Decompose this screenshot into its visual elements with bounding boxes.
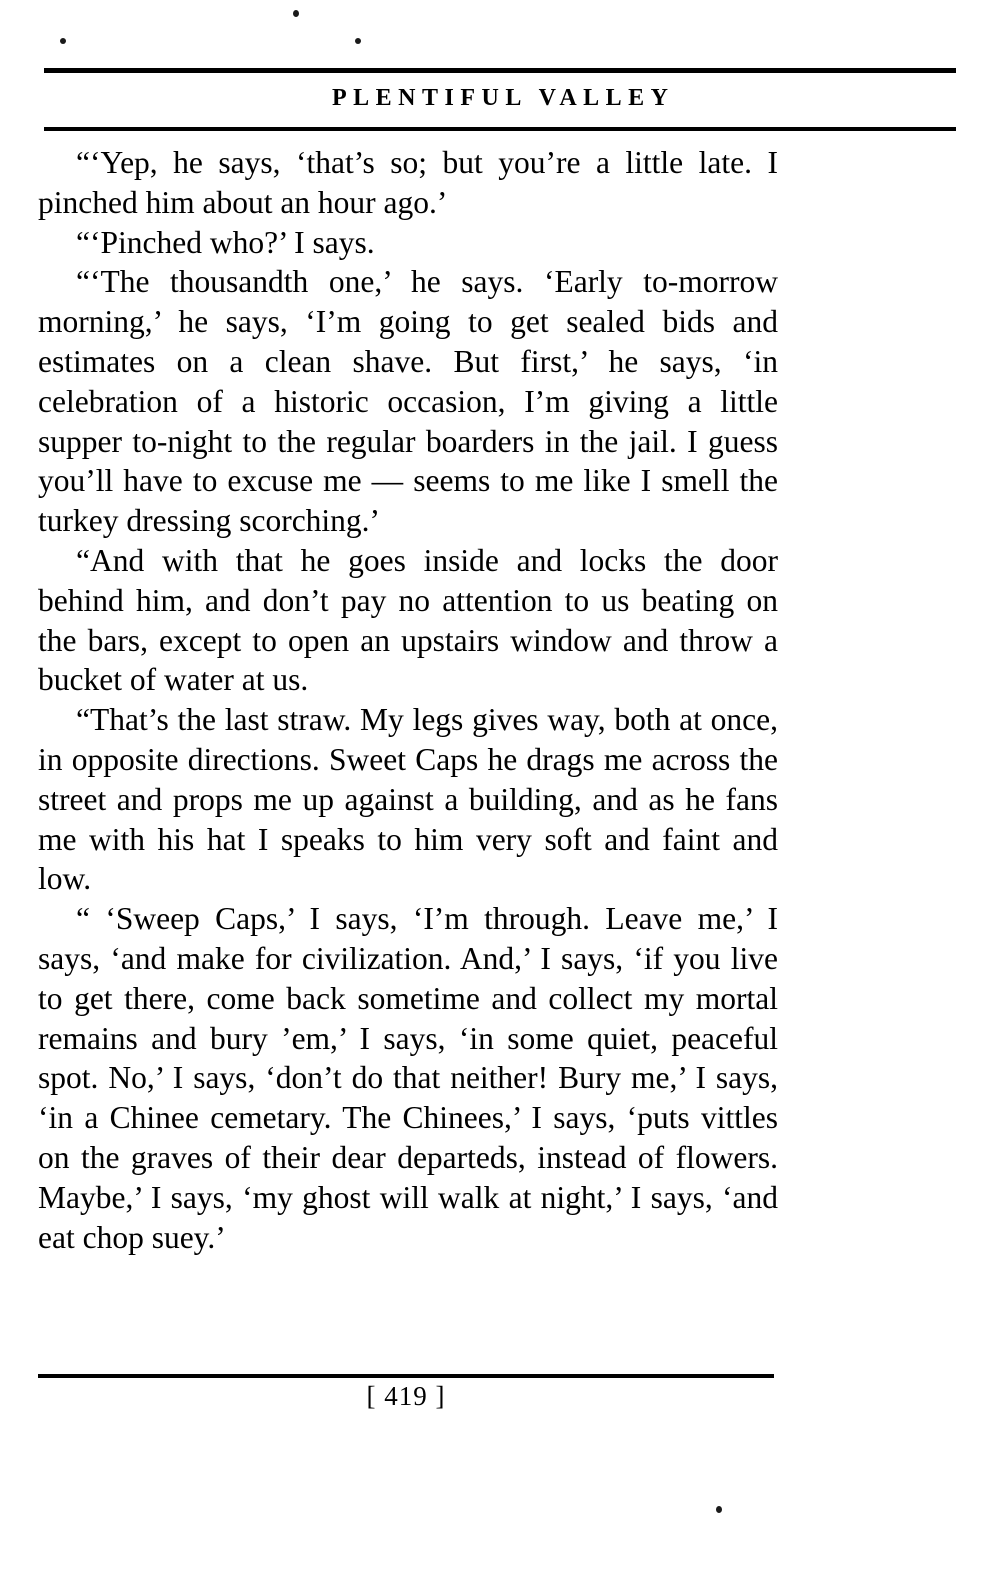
paragraph: “‘Pinched who?’ I says.	[76, 224, 375, 260]
header-rule-top	[44, 68, 956, 73]
running-head: PLENTIFUL VALLEY	[331, 85, 675, 111]
paragraph: “ ‘Sweep Caps,’ I says, ‘I’m through. Leave me,’ I says, ‘and make for civilization. And,’ I says, ‘if you live to get there, come back sometime and collect my mortal remains and bury ’em,’ I says, ‘in some quiet, peaceful spot. No,’ I says, ‘don’t do that neither! Bury me,’ I says, ‘in a Chinee cemetary. The Chinees,’ I says, ‘puts vittles on the graves of their dear departeds, instead of flowers. Maybe,’ I says, ‘my ghost will walk at night,’ I says, ‘and eat chop suey.’	[38, 901, 778, 1255]
print-speck-icon	[355, 38, 361, 44]
paragraph: “‘The thousandth one,’ he says. ‘Early to-morrow morning,’ he says, ‘I’m going to get sealed bids and estimates on a clean shave. But first,’ he says, ‘in celebration of a historic occasion, I’m giving a little supper to-night to the regular boarders in the jail. I guess you’ll have to excuse me — seems to me like I smell the turkey dressing scorching.’	[38, 264, 778, 539]
page-number: [ 419 ]	[366, 1381, 446, 1411]
header-rule-bottom	[44, 127, 956, 131]
body-text	[38, 143, 778, 1257]
paragraph: “That’s the last straw. My legs gives way, both at once, in opposite directions. Sweet Caps he drags me across the street and props me up against a building, and as he fans me with his hat I speaks to him very soft and faint and low.	[38, 702, 778, 897]
print-speck-icon	[716, 1506, 722, 1513]
print-speck-icon	[60, 38, 66, 44]
footer-rule	[38, 1374, 774, 1378]
paragraph: “‘Yep, he says, ‘that’s so; but you’re a little late. I pinched him about an hour ago.’	[38, 145, 778, 220]
print-speck-icon	[293, 10, 299, 17]
paragraph: “And with that he goes inside and locks the door behind him, and don’t pay no attention to us beating on the bars, except to open an upstairs window and throw a bucket of water at us.	[38, 542, 778, 698]
